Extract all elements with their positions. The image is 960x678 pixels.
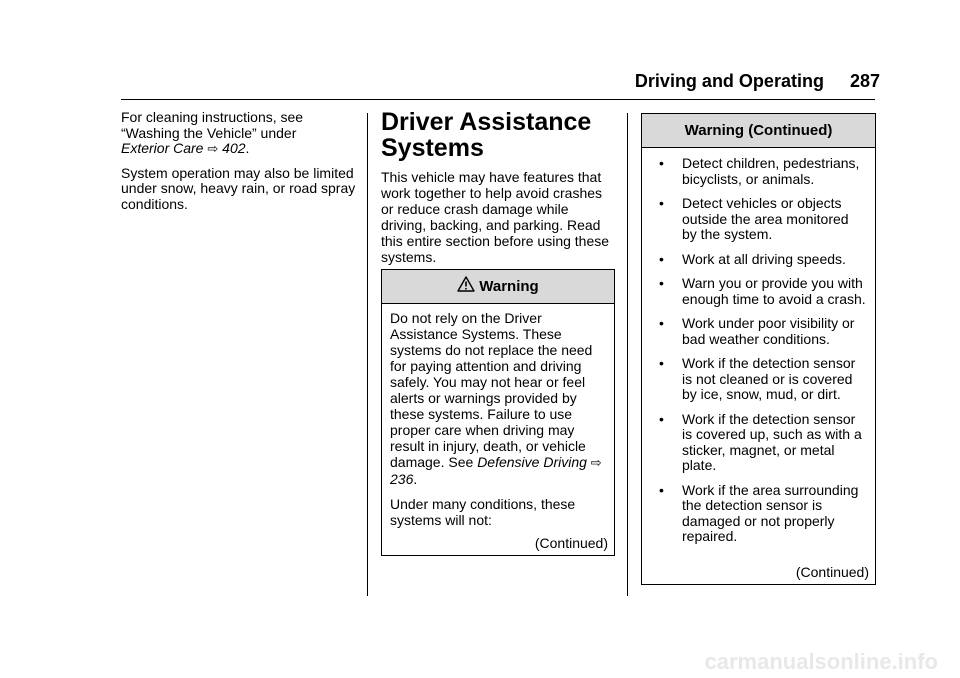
continued-label: (Continued) — [795, 564, 869, 580]
warning-list — [642, 148, 875, 545]
section-heading: Driver Assistance Systems — [381, 108, 592, 162]
xref-page[interactable]: 402 — [222, 140, 246, 156]
xref-defensive-driving[interactable]: Defensive Driving — [477, 454, 587, 470]
column-2 — [381, 109, 613, 265]
page-number: 287 — [849, 71, 880, 91]
warning-paragraph-2: Under many conditions, these systems will not: — [390, 496, 576, 528]
cleaning-paragraph: For cleaning instructions, see “Washing the Vehicle” under Exterior Care ⇨ 402. — [121, 109, 304, 156]
list-item: • Detect children, pedestrians, bicyclists, or animals. — [659, 155, 860, 187]
xref-page[interactable]: 236 — [390, 471, 414, 487]
bullet-icon: • — [659, 355, 664, 371]
column-divider-2 — [627, 113, 628, 596]
xref-arrow-icon: ⇨ — [207, 141, 219, 156]
bullet-icon: • — [659, 481, 664, 498]
list-item: • Work if the detection sensor is not cleaned or is covered by ice, snow, mud, or dirt. — [659, 355, 856, 402]
bullet-icon: • — [659, 410, 664, 427]
list-item: • Work if the detection sensor is covered up, such as with a sticker, magnet, or metal plate. — [659, 410, 862, 473]
running-header — [620, 71, 880, 92]
warning-paragraph-1: Do not rely on the Driver Assistance Systems. These systems do not replace the need for paying attention and driving safely. You may not hear or feel alerts or warnings provided by these systems. Failure to use proper care when driving may result in injury, death, or vehicle damage. See Defensive Driving ⇨ 236. — [390, 310, 602, 487]
xref-exterior-care[interactable]: Exterior Care — [121, 140, 204, 156]
warning-title: Warning — [479, 278, 539, 295]
section-title: Driving and Operating — [634, 71, 824, 91]
column-divider-1 — [367, 113, 368, 596]
watermark: carmanualsonline.info — [704, 649, 938, 674]
list-item: • Detect vehicles or objects outside the area monitored by the system. — [659, 195, 849, 242]
bullet-icon: • — [659, 275, 664, 291]
bullet-icon: • — [659, 155, 664, 171]
warning-body — [382, 304, 614, 528]
bullet-icon: • — [659, 315, 664, 331]
xref-arrow-icon: ⇨ — [590, 455, 602, 470]
warning-title-bar — [382, 270, 614, 304]
list-item: • Warn you or provide you with enough time to avoid a crash. — [659, 275, 866, 307]
warning-continued-title: Warning (Continued) — [642, 114, 875, 148]
list-item: • Work if the area surrounding the detection sensor is damaged or not properly repaired. — [659, 481, 859, 544]
bullet-icon: • — [659, 195, 664, 211]
header-rule — [121, 99, 875, 100]
intro-paragraph: This vehicle may have features that work together to help avoid crashes or reduce crash damage while driving, backing, and parking. Read this entire section before using these systems. — [381, 169, 610, 265]
limitation-paragraph: System operation may also be limited under snow, heavy rain, or road spray conditions. — [121, 164, 356, 212]
warning-continued-box — [641, 113, 876, 585]
bullet-icon: • — [659, 250, 664, 267]
list-item: • Work at all driving speeds. — [659, 250, 846, 267]
continued-label: (Continued) — [534, 535, 608, 551]
column-1 — [121, 110, 361, 221]
warning-triangle-icon — [457, 271, 475, 304]
warning-box — [381, 269, 615, 556]
list-item: • Work under poor visibility or bad weather conditions. — [659, 315, 855, 347]
